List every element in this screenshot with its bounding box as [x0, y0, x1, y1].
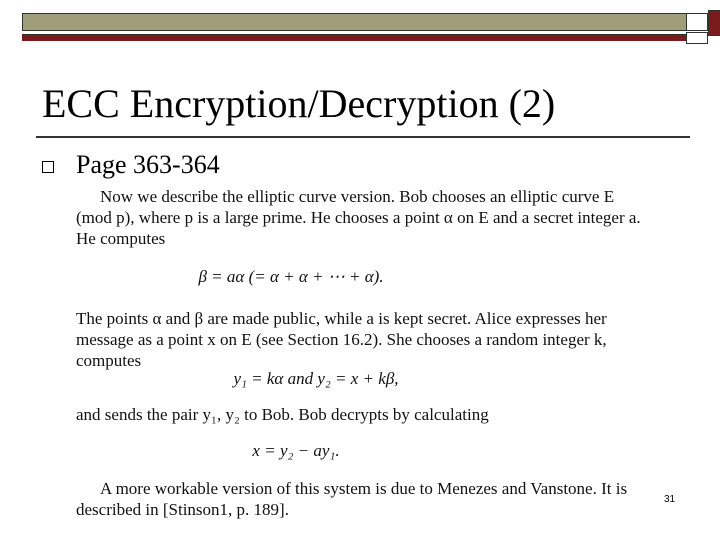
header-stripe — [22, 13, 688, 31]
equation-y1-y2: y₁ = kα and y₂ = x + kβ, — [233, 369, 399, 388]
square-bullet-icon — [42, 161, 54, 173]
bullet-item — [42, 150, 220, 180]
excerpt-paragraph-4: A more workable version of this system is due to Menezes and Vanstone. It is described in [Stinson1, p. 189]. — [76, 479, 628, 519]
header-band — [22, 10, 712, 40]
equation-beta: β = aα (= α + α + ⋯ + α). — [198, 267, 384, 286]
header-accent-bar — [22, 34, 686, 41]
header-corner-box — [686, 13, 708, 31]
slide-title: ECC Encryption/Decryption (2) — [42, 81, 556, 126]
title-divider — [36, 136, 690, 138]
bullet-text: Page 363-364 — [76, 150, 220, 179]
excerpt-paragraph-2: The points α and β are made public, while a is kept secret. Alice expresses her message as a point x on E (see Section 16.2). She chooses a random integer k, computes — [76, 309, 607, 370]
slide-number: 31 — [664, 494, 676, 505]
equation-decrypt: x = y₂ − ay₁. — [252, 441, 340, 460]
header-corner-square — [708, 10, 720, 36]
header-corner-box-lower — [686, 32, 708, 44]
excerpt-paragraph-1: Now we describe the elliptic curve version. Bob chooses an elliptic curve E (mod p), where p is a large prime. He chooses a point α on E and a secret integer a. He computes — [76, 187, 641, 248]
excerpt-paragraph-3: and sends the pair y₁, y₂ to Bob. Bob decrypts by calculating — [76, 405, 489, 424]
